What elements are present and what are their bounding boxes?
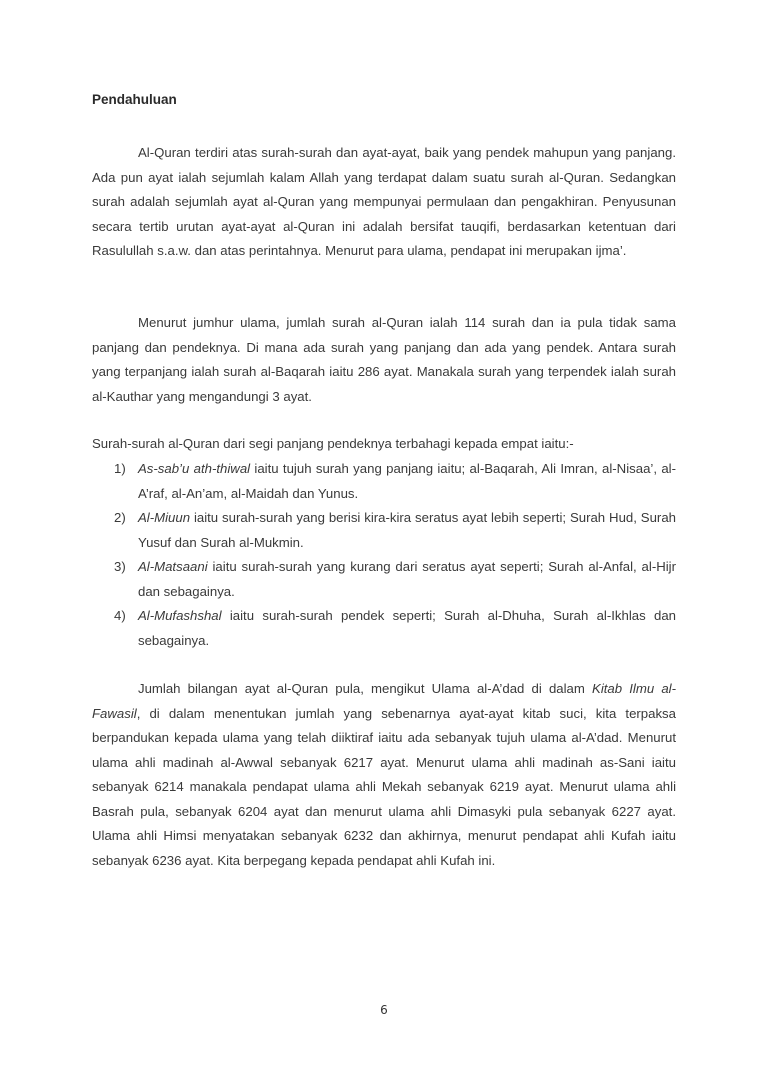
paragraph-list-intro: Surah-surah al-Quran dari segi panjang pendeknya terbahagi kepada empat iaitu:- bbox=[92, 436, 574, 451]
list-item-term: Al-Matsaani bbox=[138, 559, 208, 574]
document-page bbox=[92, 0, 676, 1087]
paragraph-verse-count-after: , di dalam menentukan jumlah yang sebenarnya ayat-ayat kitab suci, kita terpaksa berpandukan kepada ulama yang telah diiktiraf iaitu ada sebanyak tujuh ulama al-A’dad. Menurut ulama ahli madinah al-Awwal sebanyak 6217 ayat. Menurut ulama ahli madinah as-Sani iaitu sebanyak 6214 manakala pendapat ulama ahli Mekah sebanyak 6219 ayat. Menurut ulama ahli Basrah pula, sebanyak 6204 ayat dan menurut ulama ahli Dimasyki pula sebanyak 6227 ayat. Ulama ahli Himsi menyatakan sebanyak 6232 dan akhirnya, menurut pendapat ahli Kufah iaitu sebanyak 6236 ayat. Kita berpegang kepada pendapat ahli Kufah ini. bbox=[92, 705, 676, 868]
book-title: Kitab Ilmu al-Fawasil bbox=[92, 681, 676, 721]
page-number: 6 bbox=[380, 1003, 388, 1017]
paragraph-verse-count-before: Jumlah bilangan ayat al-Quran pula, mengikut Ulama al-A’dad di dalam bbox=[138, 681, 593, 696]
list-item-term: Al-Mufashshal bbox=[138, 608, 222, 623]
list-item-number: 2) bbox=[114, 510, 126, 525]
paragraph-introduction: Al-Quran terdiri atas surah-surah dan ayat-ayat, baik yang pendek mahupun yang panjang. Ada pun ayat ialah sejumlah kalam Allah yang terdapat dalam suatu surah al-Quran. Sedangkan surah adalah sejumlah ayat al-Quran yang mempunyai permulaan dan pengakhiran. Penyusunan secara tertib urutan ayat-ayat al-Quran ini adalah bersifat tauqifi, berdasarkan ketentuan dari Rasulullah s.a.w. dan atas perintahnya. Menurut para ulama, pendapat ini merupakan ijma’. bbox=[92, 145, 676, 258]
surah-category-list bbox=[92, 457, 676, 653]
paragraph-verse-count bbox=[92, 677, 676, 873]
list-item-text: iaitu tujuh surah yang panjang iaitu; al-Baqarah, Ali Imran, al-Nisaa’, al-A’raf, al-An’am, al-Maidah dan Yunus. bbox=[138, 461, 676, 501]
list-item-number: 1) bbox=[114, 461, 126, 476]
list-item-text: iaitu surah-surah yang berisi kira-kira seratus ayat lebih seperti; Surah Hud, Surah Yusuf dan Surah al-Mukmin. bbox=[138, 510, 676, 550]
paragraph-surah-count: Menurut jumhur ulama, jumlah surah al-Quran ialah 114 surah dan ia pula tidak sama panjang dan pendeknya. Di mana ada surah yang panjang dan ada yang pendek. Antara surah yang terpanjang ialah surah al-Baqarah iaitu 286 ayat. Manakala surah yang terpendek ialah surah al-Kauthar yang mengandungi 3 ayat. bbox=[92, 315, 676, 404]
list-item-number: 3) bbox=[114, 559, 126, 574]
section-heading: Pendahuluan bbox=[92, 92, 177, 107]
list-item-term: As-sab’u ath-thiwal bbox=[138, 461, 251, 476]
list-item-text: iaitu surah-surah pendek seperti; Surah al-Dhuha, Surah al-Ikhlas dan sebagainya. bbox=[138, 608, 676, 648]
list-item bbox=[92, 506, 676, 555]
list-item-term: Al-Miuun bbox=[138, 510, 191, 525]
list-item-text: iaitu surah-surah yang kurang dari seratus ayat seperti; Surah al-Anfal, al-Hijr dan sebagainya. bbox=[138, 559, 676, 599]
list-item bbox=[92, 555, 676, 604]
list-item bbox=[92, 604, 676, 653]
list-item bbox=[92, 457, 676, 506]
list-item-number: 4) bbox=[114, 608, 126, 623]
